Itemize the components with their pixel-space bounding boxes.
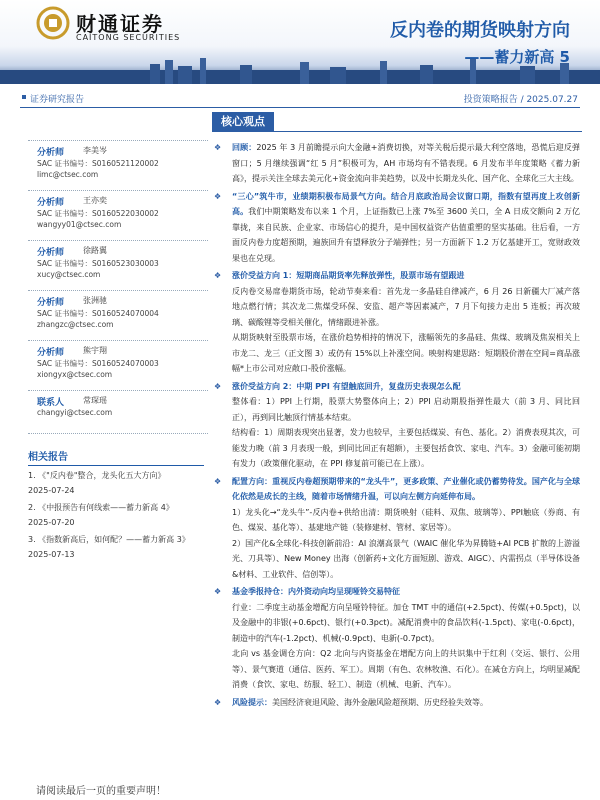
bullet-icon: ❖ [214,271,222,280]
para-lead: “三心”筑牛市，业绩期积极布局景气方向。结合月底政治局会议窗口期，指数有望再度上攻创新高。 [232,191,580,216]
analyst-name: 张洲驰 [83,296,107,305]
analyst-cert: SAC 证书编号：S0160522030002 [37,209,159,218]
meta-row [20,88,580,108]
bullet-icon: ❖ [214,587,222,596]
bullet-icon: ❖ [214,143,222,152]
related-report-title[interactable]: 2. 《中报预告有何线索——蓄力新高 4》 [28,503,174,512]
para-lead: 涨价受益方向 2：中期 PPI 有望触底回升，复盘历史表现怎么配 [232,381,461,391]
para-text: 从期货映射至股票市场，在涨价趋势相持的情况下，涨幅领先的多晶硅、焦煤、玻璃及焦炭相关上市龙二、龙三（正文图 3）或仍有 15%以上补涨空间。映射构建思路：短期股价潜在空间=商品涨幅*上市公司对应敞口-股价涨幅。 [232,333,580,373]
analyst-email[interactable]: xucy@ctsec.com [37,270,101,279]
analyst-card [28,140,208,190]
core-views-title: 核心观点 [212,112,274,132]
analyst-cert: SAC 证书编号：S0160521120002 [37,159,159,168]
related-report-date: 2025-07-20 [28,518,75,527]
related-report-title[interactable]: 1. 《"反内卷"整合，龙头化五大方向》 [28,471,166,480]
bullet-icon: ❖ [214,381,222,391]
analyst-cert: SAC 证书编号：S0160524070004 [37,309,159,318]
report-header [0,0,600,84]
analyst-card [28,340,208,390]
analyst-list [28,140,208,434]
analyst-email[interactable]: xiongyx@ctsec.com [37,370,113,379]
logo-text-en: CAITONG SECURITIES [76,33,181,42]
analyst-name: 徐路翼 [83,246,107,255]
para-lead: 涨价受益方向 1：短期商品期货率先释放弹性，股票市场有望跟进 [232,271,465,280]
contact-card [28,390,208,434]
related-reports [28,448,208,562]
analyst-card [28,290,208,340]
para-lead: 配置方向：重视反内卷超预期带来的“龙头牛”，更多政策、产业催化或仍蓄势待发。国产化与全球化依然是成长的主线，随着市场情绪升温，可以向左侧方向延伸布局。 [232,476,580,501]
para-text: 美国经济衰退风险、海外金融风险超预期、历史经验失效等。 [272,697,488,707]
related-report-title[interactable]: 3. 《指数新高后，如何配？——蓄力新高 3》 [28,535,190,544]
para-lead: 回顾： [232,143,257,152]
report-subtitle: ——蓄力新高 5 [464,48,570,66]
paragraph-allocation [212,474,580,583]
para-text: 2025 年 3 月前瞻提示向大金融+消费切换，对等关税后提示最大利空落地，恐慌后迎反弹窗口；5 月继续强调“红 5 月”积极可为，AH 市场均有不错表现。6 月发布半年度策略《蓄力新高》，提示关注全球去美元化+资金流向非美趋势，以及中长期龙头化、国产化、全球化三大主线。 [232,143,581,183]
analyst-card [28,240,208,290]
paragraph-bull-market [212,189,580,267]
paragraph-risk [212,695,580,711]
related-report-item[interactable] [28,468,208,498]
para-text: 行业：二季度主动基金增配方向呈哑铃特征。加仓 TMT 中的通信(+2.5pct)、传媒(+0.5pct)，以及金融中的非银(+0.6pct)、银行(+0.3pct)。减配消费中的食品饮料(-1.5pct)、家电(-0.6pct)，制造中的汽车(-1.2pct)、机械(-0.9pct)、电新(-0.7pct)。 [232,602,580,643]
logo-mark-icon [36,6,70,40]
analyst-name: 王亦奕 [83,196,107,205]
analyst-email[interactable]: wangyy01@ctsec.com [37,220,122,229]
analyst-role: 分析师 [37,298,65,308]
report-title-block [390,16,570,67]
company-logo [36,6,196,46]
bullet-icon: ❖ [214,191,222,201]
analyst-name: 熊宇翔 [83,346,107,355]
analyst-email[interactable]: zhangzc@ctsec.com [37,320,114,329]
analyst-role: 分析师 [37,348,65,358]
para-text: 2）国产化&全球化-科技创新前沿：AI 浪潮高景气（WAIC 催化华为昇腾链+AI PCB 扩散的上游溢光、刀具等）、New Money 出海（创新药+文化方面短剧、游戏、AIGC）、内需拐点（半导体设备&材料、工业软件、信创等）。 [232,538,580,579]
analyst-role: 分析师 [37,248,65,258]
paragraph-price-direction-2 [212,379,580,472]
related-report-item[interactable] [28,500,208,530]
analyst-role: 分析师 [37,148,65,158]
analyst-cert: SAC 证书编号：S0160523030003 [37,259,159,268]
para-text: 北向 vs 基金调仓方向：Q2 北向与内资基金在增配方向上的共识集中于红利（交运、银行、公用等）、景气赛道（通信、医药、军工）。周期（有色、农林牧渔、石化）。在减仓方向上，均明显减配消费（食饮、家电、纺服、轻工）、制造（机械、电新、汽车）。 [232,649,580,689]
bullet-icon: ❖ [214,697,222,707]
para-text: 反内卷交易席卷期货市场，轮动节奏来看：首先龙一多晶硅自律减产，6 月 26 日新疆大厂减产落地点燃行情；其次龙二焦煤受环保、安监、超产等因素减产，7 月下旬接力走出 5 连板；再次玻璃、碳酸锂等受相关催化，情绪跟进补涨。 [232,286,580,327]
contact-role: 联系人 [37,398,65,408]
contact-name: 常琛瑶 [83,396,107,405]
related-report-item[interactable] [28,532,208,562]
paragraph-review [212,140,580,187]
report-title: 反内卷的期货映射方向 [390,20,570,41]
analyst-name: 李美岑 [83,146,107,155]
related-report-date: 2025-07-13 [28,550,75,559]
report-category-date: 投资策略报告 / 2025.07.27 [463,95,578,105]
disclaimer-note: 请阅读最后一页的重要声明！ [36,786,166,797]
related-reports-heading: 相关报告 [28,448,204,466]
related-report-date: 2025-07-24 [28,486,75,495]
core-views-header [212,112,582,132]
para-text: 我们中期策略发布以来 1 个月，上证指数已上涨 7%至 3600 关口，全 A 日成交额向 2 万亿靠拢，来自民族、企业家、市场信心的提升，是中国权益资产估值重塑的坚实基础。往后看，一方面反内卷力度超预期，遍族回升有望释放分子端弹性；另一方面新下 1.2 万亿基建开工，宽财政效果也在兑现。 [232,207,581,263]
analyst-email[interactable]: limc@ctsec.com [37,170,99,179]
para-text: 结构看：1）周期表现突出显著，发力也较早，主要包括煤炭、有色、基化。2）消费表现其次，可能发力晚（前 3 月表现一般，到同比回正有超额），主要包括食饮、家电、汽车。3）金融可能初期有发力（政策催化驱动，在 PPI 修复前可能已在上涨）。 [232,428,580,468]
para-text: 整体看：1）PPI 上行期，股票大势整体向上；2）PPI 启动期股指弹性最大（前 3 月、同比回正），再到同比触顶行情基本结束。 [232,397,580,422]
core-views-body [212,140,580,710]
bullet-icon: ❖ [214,476,222,486]
report-type-label: 证券研究报告 [30,92,84,105]
para-lead: 基金季报持仓：内外资动向均呈现哑铃交易特征 [232,587,400,596]
analyst-role: 分析师 [37,198,65,208]
logo-text-cn: 财通证券 [76,12,164,36]
paragraph-fund-holdings [212,584,580,693]
analyst-cert: SAC 证书编号：S0160524070003 [37,359,159,368]
paragraph-price-direction-1 [212,268,580,377]
para-lead: 风险提示： [232,697,272,707]
para-text: 1）龙头化→“龙头牛”-反内卷+供给出清：期货映射（硅料、双焦、玻璃等）、PPI触底（券商、有色、煤炭、基化等）、基建地产链（装修建材、管材、家居等）。 [232,507,580,532]
contact-email[interactable]: changyi@ctsec.com [37,408,113,417]
analyst-card [28,190,208,240]
